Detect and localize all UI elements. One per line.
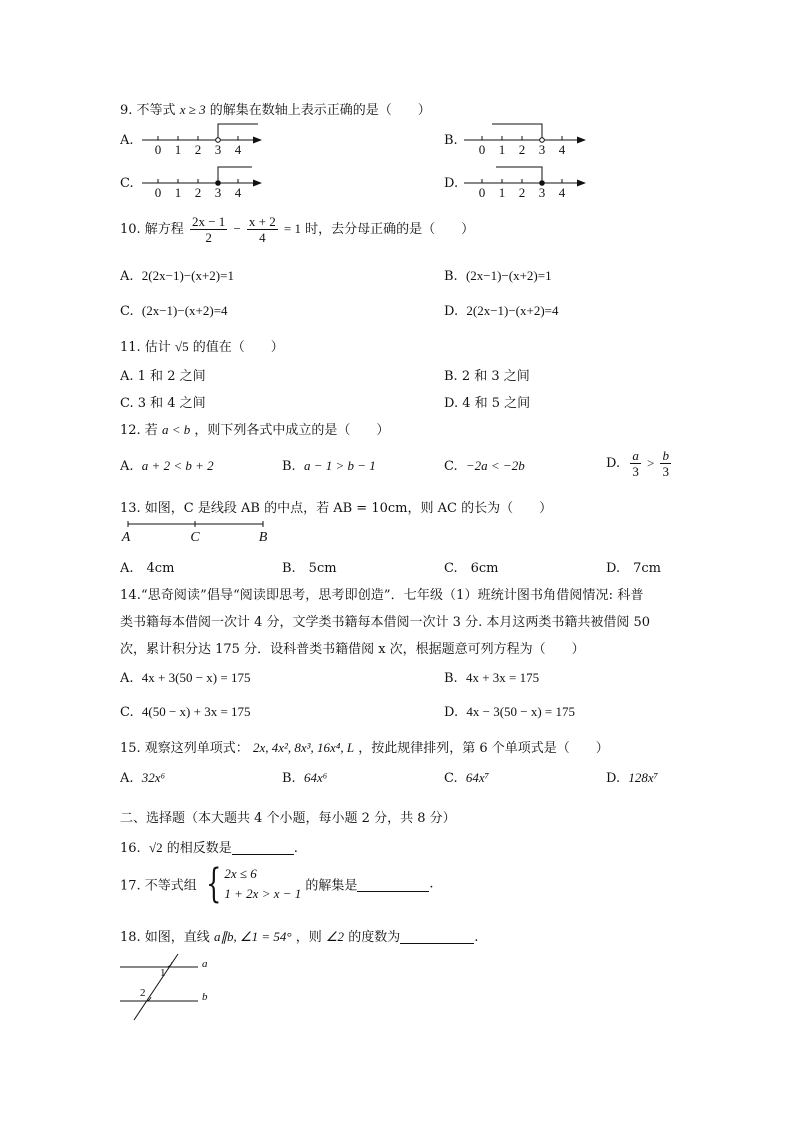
q10-option-a[interactable]: A. 2(2x−1)−(x+2)=1 [120, 268, 234, 284]
q9-option-c-label: C. [120, 176, 134, 191]
q9-c-tick-1: 1 [174, 185, 182, 199]
q12-stem: 12. 若 a < b ，则下列各式中成立的是（ ） [120, 422, 390, 438]
q18-math: a∥b, ∠1 = 54° [213, 929, 292, 944]
section-2-title: 二、选择题（本大题共 4 个小题，每小题 2 分，共 8 分） [120, 811, 456, 826]
q9-d-tick-0: 0 [478, 185, 486, 199]
q9-d-tick-4: 4 [558, 185, 566, 199]
q14-stem-line-3: 次，累计积分达 175 分．设科普类书籍借阅 x 次，根据题意可列方程为（ ） [120, 642, 585, 657]
q9-math: x ≥ 3 [179, 102, 206, 117]
q13-segment-figure [118, 518, 278, 544]
q18-label-2: 2 [140, 987, 146, 999]
q13-option-c[interactable]: C. 6cm [444, 561, 499, 576]
q9-stem [120, 99, 431, 118]
q12-d-frac-2: $\frac{b}{3}$ [662, 448, 669, 479]
q14-option-d[interactable]: D. 4x − 3(50 − x) = 175 [444, 704, 576, 720]
q12-option-a[interactable]: A. a + 2 < b + 2 [120, 458, 214, 474]
q10-option-a-expr: 2(2x−1)−(x+2)=1 [141, 268, 234, 283]
q18-label-b: b [202, 991, 208, 1003]
q15-option-d[interactable]: D. 128x⁷ [606, 770, 659, 786]
q11-option-c[interactable]: C. 3 和 4 之间 [120, 396, 206, 411]
q9-option-c[interactable] [120, 176, 134, 191]
q11-option-d[interactable]: D. 4 和 5 之间 [444, 396, 531, 411]
q13-option-d[interactable]: D. 7cm [606, 561, 661, 576]
q10-option-c-expr: (2x−1)−(x+2)=4 [141, 303, 228, 318]
q11-root: √5 [174, 339, 189, 354]
q18-angle: ∠2 [325, 929, 345, 944]
q9-number-line-c [140, 161, 270, 199]
q9-c-tick-3: 3 [214, 185, 222, 199]
q13-point-c: C [190, 530, 200, 544]
q9-a-tick-4: 4 [234, 142, 242, 156]
q9-option-a-label: A. [120, 133, 134, 148]
q10-stem-pre: 10. 解方程 [120, 222, 184, 237]
q9-b-tick-3: 3 [538, 142, 546, 156]
q10-option-b[interactable]: B. (2x−1)−(x+2)=1 [444, 268, 552, 284]
q16-root: √2 [148, 840, 163, 855]
q18-answer-blank[interactable] [400, 929, 474, 944]
q9-option-b[interactable] [444, 133, 458, 148]
q9-c-tick-4: 4 [234, 185, 242, 199]
q16-answer-blank[interactable] [232, 840, 294, 855]
q18-parallel-lines-figure [116, 952, 216, 1024]
q9-d-tick-3: 3 [538, 185, 546, 199]
q15-option-b[interactable]: B. 64x⁶ [282, 770, 328, 786]
q9-d-tick-2: 2 [518, 185, 526, 199]
q9-number-line-a [140, 118, 270, 156]
q9-b-tick-4: 4 [558, 142, 566, 156]
q9-a-tick-1: 1 [174, 142, 182, 156]
q13-point-a: A [121, 530, 131, 544]
q9-d-tick-1: 1 [498, 185, 506, 199]
q9-b-tick-2: 2 [518, 142, 526, 156]
q10-fraction-1: $\frac{2x - 1}{2}$ [191, 214, 226, 245]
q12-option-b[interactable]: B. a − 1 > b − 1 [282, 458, 376, 474]
q9-a-ticks [158, 136, 238, 140]
q9-c-tick-0: 0 [154, 185, 162, 199]
q9-option-b-label: B. [444, 133, 458, 148]
q12-d-frac-1: $\frac{a}{3}$ [632, 448, 639, 479]
q14-option-c[interactable]: C. 4(50 − x) + 3x = 175 [120, 704, 251, 720]
q9-option-a[interactable] [120, 133, 134, 148]
q12-option-d[interactable]: D. $\frac{a}{3}$ > $\frac{b}{3}$ [606, 448, 669, 479]
q13-option-b[interactable]: B. 5cm [282, 561, 337, 576]
q10-option-c[interactable]: C. (2x−1)−(x+2)=4 [120, 303, 228, 319]
q16-stem: 16. √2 的相反数是 . [120, 840, 298, 856]
q10-option-d[interactable]: D. 2(2x−1)−(x+2)=4 [444, 303, 559, 319]
q17-answer-blank[interactable] [357, 877, 429, 892]
q9-a-tick-2: 2 [194, 142, 202, 156]
q9-c-tick-2: 2 [194, 185, 202, 199]
q18-stem: 18. 如图，直线 a∥b, ∠1 = 54° ，则 ∠2 的度数为 . [120, 929, 479, 945]
q9-stem-pre: 9. 不等式 [120, 103, 176, 118]
q13-option-a[interactable]: A. 4cm [120, 561, 175, 576]
q9-b-tick-0: 0 [478, 142, 486, 156]
q14-option-b[interactable]: B. 4x + 3x = 175 [444, 670, 540, 686]
q15-option-c[interactable]: C. 64x⁷ [444, 770, 490, 786]
q18-label-1: 1 [160, 967, 166, 979]
q12-option-c[interactable]: C. −2a < −2b [444, 458, 525, 474]
q17-inequality-1: 2x ≤ 6 [224, 866, 257, 881]
q9-number-line-d [462, 161, 594, 199]
q10-option-b-expr: (2x−1)−(x+2)=1 [465, 268, 552, 283]
q14-stem-line-1: 14.“思奇阅读”倡导“阅读即思考，思考即创造”．七年级（1）班统计图书角借阅情况: 科普 [120, 588, 644, 603]
q17-stem: 17. 不等式组 { 2x ≤ 6 1 + 2x > x − 1 的解集是 . [120, 861, 434, 907]
q11-option-a[interactable]: A. 1 和 2 之间 [120, 369, 206, 384]
q11-stem: 11. 估计 √5 的值在（ ） [120, 339, 284, 355]
q11-option-b[interactable]: B. 2 和 3 之间 [444, 369, 530, 384]
q15-option-a[interactable]: A. 32x⁶ [120, 770, 166, 786]
q9-option-d-label: D. [444, 176, 459, 191]
q14-stem-line-2: 类书籍每本借阅一次计 4 分，文学类书籍每本借阅一次计 3 分. 本月这两类书籍共被借阅 50 [120, 615, 651, 630]
q9-a-tick-3: 3 [214, 142, 222, 156]
q9-option-d[interactable] [444, 176, 458, 191]
q10-option-d-expr: 2(2x−1)−(x+2)=4 [466, 303, 559, 318]
q15-stem: 15. 观察这列单项式： 2x, 4x², 8x³, 16x⁴, L ，按此规律排列，第 6 个单项式是（ ） [120, 740, 609, 756]
q10-stem-post: 时，去分母正确的是（ ） [305, 222, 475, 237]
q18-label-a: a [202, 958, 208, 970]
q10-fraction-2: $\frac{x + 2}{4}$ [248, 214, 276, 245]
q9-a-tick-0: 0 [154, 142, 162, 156]
q10-eq: = 1 [283, 221, 301, 236]
q15-sequence: 2x, 4x², 8x³, 16x⁴, L [252, 740, 355, 755]
q14-option-a[interactable]: A. 4x + 3(50 − x) = 175 [120, 670, 251, 686]
q17-inequality-2: 1 + 2x > x − 1 [224, 886, 302, 901]
q10-stem: 10. 解方程 $\frac{2x - 1}{2}$ − $\frac{x + 2}{4}$ = 1 时，去分母正确的是（ ） [120, 214, 475, 245]
q13-stem: 13. 如图，C 是线段 AB 的中点，若 AB = 10cm，则 AC 的长为（ ） [120, 501, 553, 516]
q13-point-b: B [258, 530, 268, 544]
q12-condition: a < b [161, 422, 191, 437]
q17-inequality-system: { 2x ≤ 6 1 + 2x > x − 1 [206, 861, 302, 907]
q9-b-tick-1: 1 [498, 142, 506, 156]
q9-number-line-b [462, 118, 594, 156]
q9-stem-post: 的解集在数轴上表示正确的是（ ） [209, 103, 431, 118]
